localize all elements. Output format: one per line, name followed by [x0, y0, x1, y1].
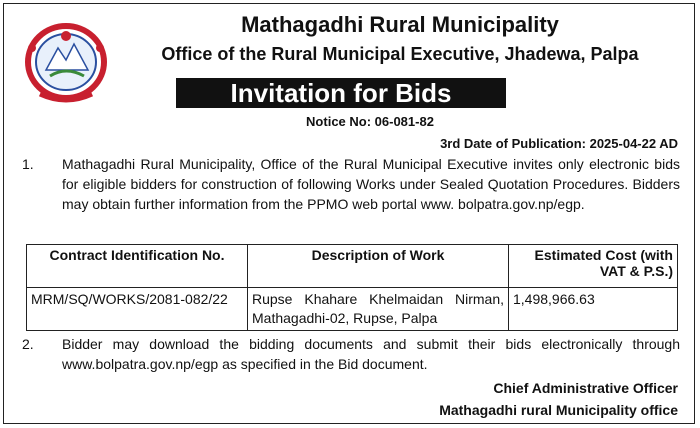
- paragraph-1: [22, 154, 680, 214]
- contract-id-cell: MRM/SQ/WORKS/2081-082/22: [27, 288, 248, 331]
- paragraph-text: Mathagadhi Rural Municipality, Office of the Rural Municipal Executive invites only electronic bids for eligible bidders for construction of following Works under Sealed Quotation Procedures. Bidders may obtain further information from the PPMO web portal www. bolpatra.gov.np/egp.: [62, 156, 680, 212]
- table-header-row: [27, 245, 678, 288]
- paragraph-text: Bidder may download the bidding documents and submit their bids electronically through www.bolpatra.gov.np/egp as specified in the Bid document.: [62, 336, 680, 372]
- works-table: [26, 244, 678, 331]
- column-header-description: Description of Work: [248, 245, 509, 288]
- table-row: [27, 288, 678, 331]
- paragraph-number: 1.: [22, 156, 34, 172]
- cost-cell: 1,498,966.63: [509, 288, 678, 331]
- notice-number: Notice No: 06-081-82: [306, 114, 434, 129]
- signatory-office: Mathagadhi rural Municipality office: [439, 402, 678, 418]
- publication-date: 3rd Date of Publication: 2025-04-22 AD: [440, 136, 678, 151]
- column-header-contract-id: Contract Identification No.: [27, 245, 248, 288]
- description-cell: Rupse Khahare Khelmaidan Nirman, Mathagadhi-02, Rupse, Palpa: [248, 288, 509, 331]
- invitation-banner: Invitation for Bids: [176, 78, 506, 108]
- paragraph-number: 2.: [22, 336, 34, 352]
- paragraph-2: [22, 334, 680, 374]
- signatory-title: Chief Administrative Officer: [493, 380, 678, 396]
- municipality-emblem-icon: [12, 8, 120, 104]
- page-title: Mathagadhi Rural Municipality: [241, 12, 559, 37]
- column-header-estimated-cost: Estimated Cost (with VAT & P.S.): [509, 245, 678, 288]
- page-subtitle: Office of the Rural Municipal Executive, Jhadewa, Palpa: [161, 44, 639, 64]
